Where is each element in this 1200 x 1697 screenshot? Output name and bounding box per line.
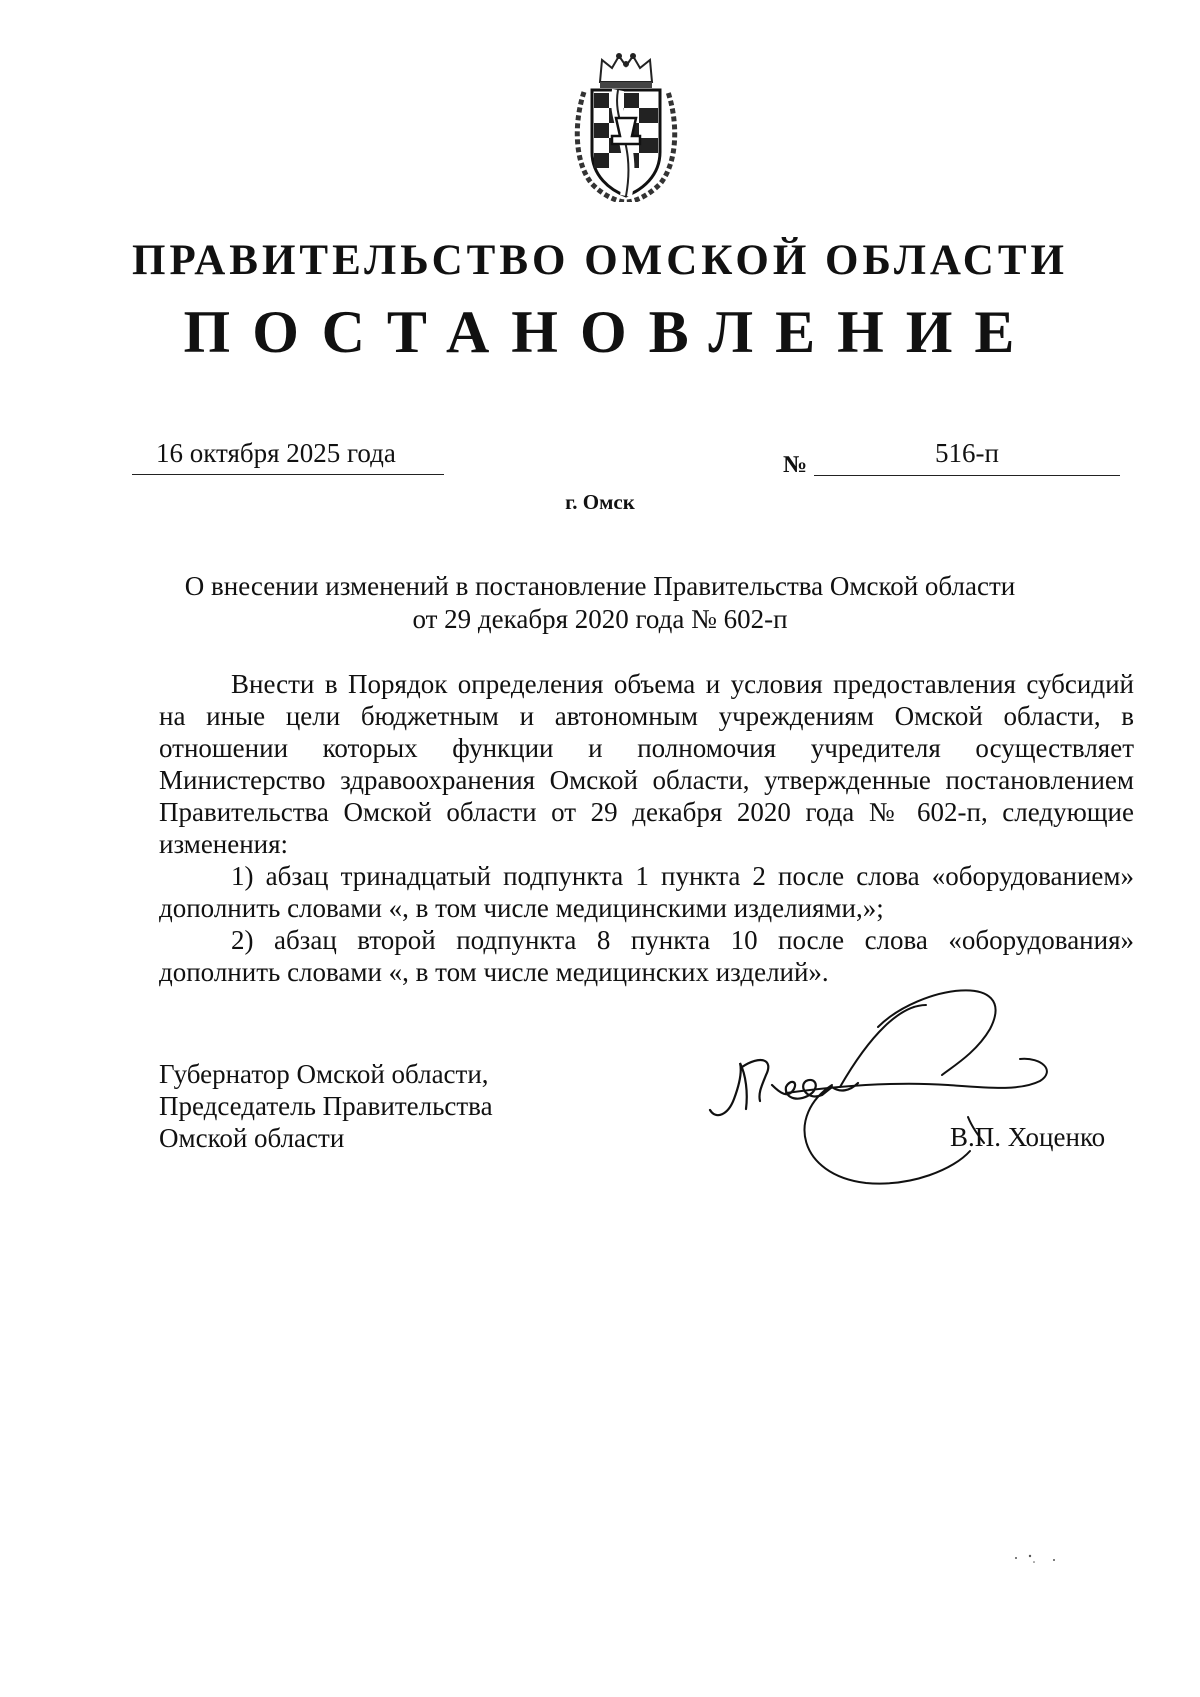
body-paragraph: Внести в Порядок определения объема и условия предоставления субсидий на иные цели бюджетным и автономным учреждениям Омской области, в отношении которых функции и полномочия учредителя осуществляет Министерство здравоохранения Омской области, утвержденные постановлением Правительства Омской области от 29 декабря 2020 года № 602-п, следующие изменения:: [159, 669, 1134, 859]
signer-position-line: Омской области: [159, 1123, 345, 1153]
omsk-coat-of-arms-icon: [572, 52, 680, 202]
organization-title: ПРАВИТЕЛЬСТВО ОМСКОЙ ОБЛАСТИ: [132, 237, 1068, 284]
signer-name: В.П. Хоценко: [950, 1122, 1106, 1152]
handwritten-signature-icon: [690, 975, 1080, 1195]
document-type-title: ПОСТАНОВЛЕНИЕ: [183, 299, 1037, 365]
signer-position-line: Губернатор Омской области,: [159, 1059, 489, 1089]
document-body: [159, 668, 1134, 988]
signer-position: [159, 1058, 493, 1154]
scan-specks: [1010, 1548, 1070, 1568]
subject-line-2: от 29 декабря 2020 года № 602-п: [412, 604, 788, 634]
document-number: 516-п: [814, 438, 1120, 476]
body-paragraph: 1) абзац тринадцатый подпункта 1 пункта 2 после слова «оборудованием» дополнить словами «, в том числе медицинскими изделиями,»;: [159, 861, 1134, 923]
document-city: г. Омск: [565, 490, 635, 514]
document-subject: [150, 570, 1050, 636]
number-label: №: [783, 452, 808, 478]
document-date: 16 октября 2025 года: [132, 438, 444, 475]
body-paragraph: 2) абзац второй подпункта 8 пункта 10 после слова «оборудования» дополнить словами «, в том числе медицинских изделий».: [159, 925, 1134, 987]
subject-line-1: О внесении изменений в постановление Правительства Омской области: [184, 571, 1016, 601]
signer-position-line: Председатель Правительства: [159, 1091, 493, 1121]
